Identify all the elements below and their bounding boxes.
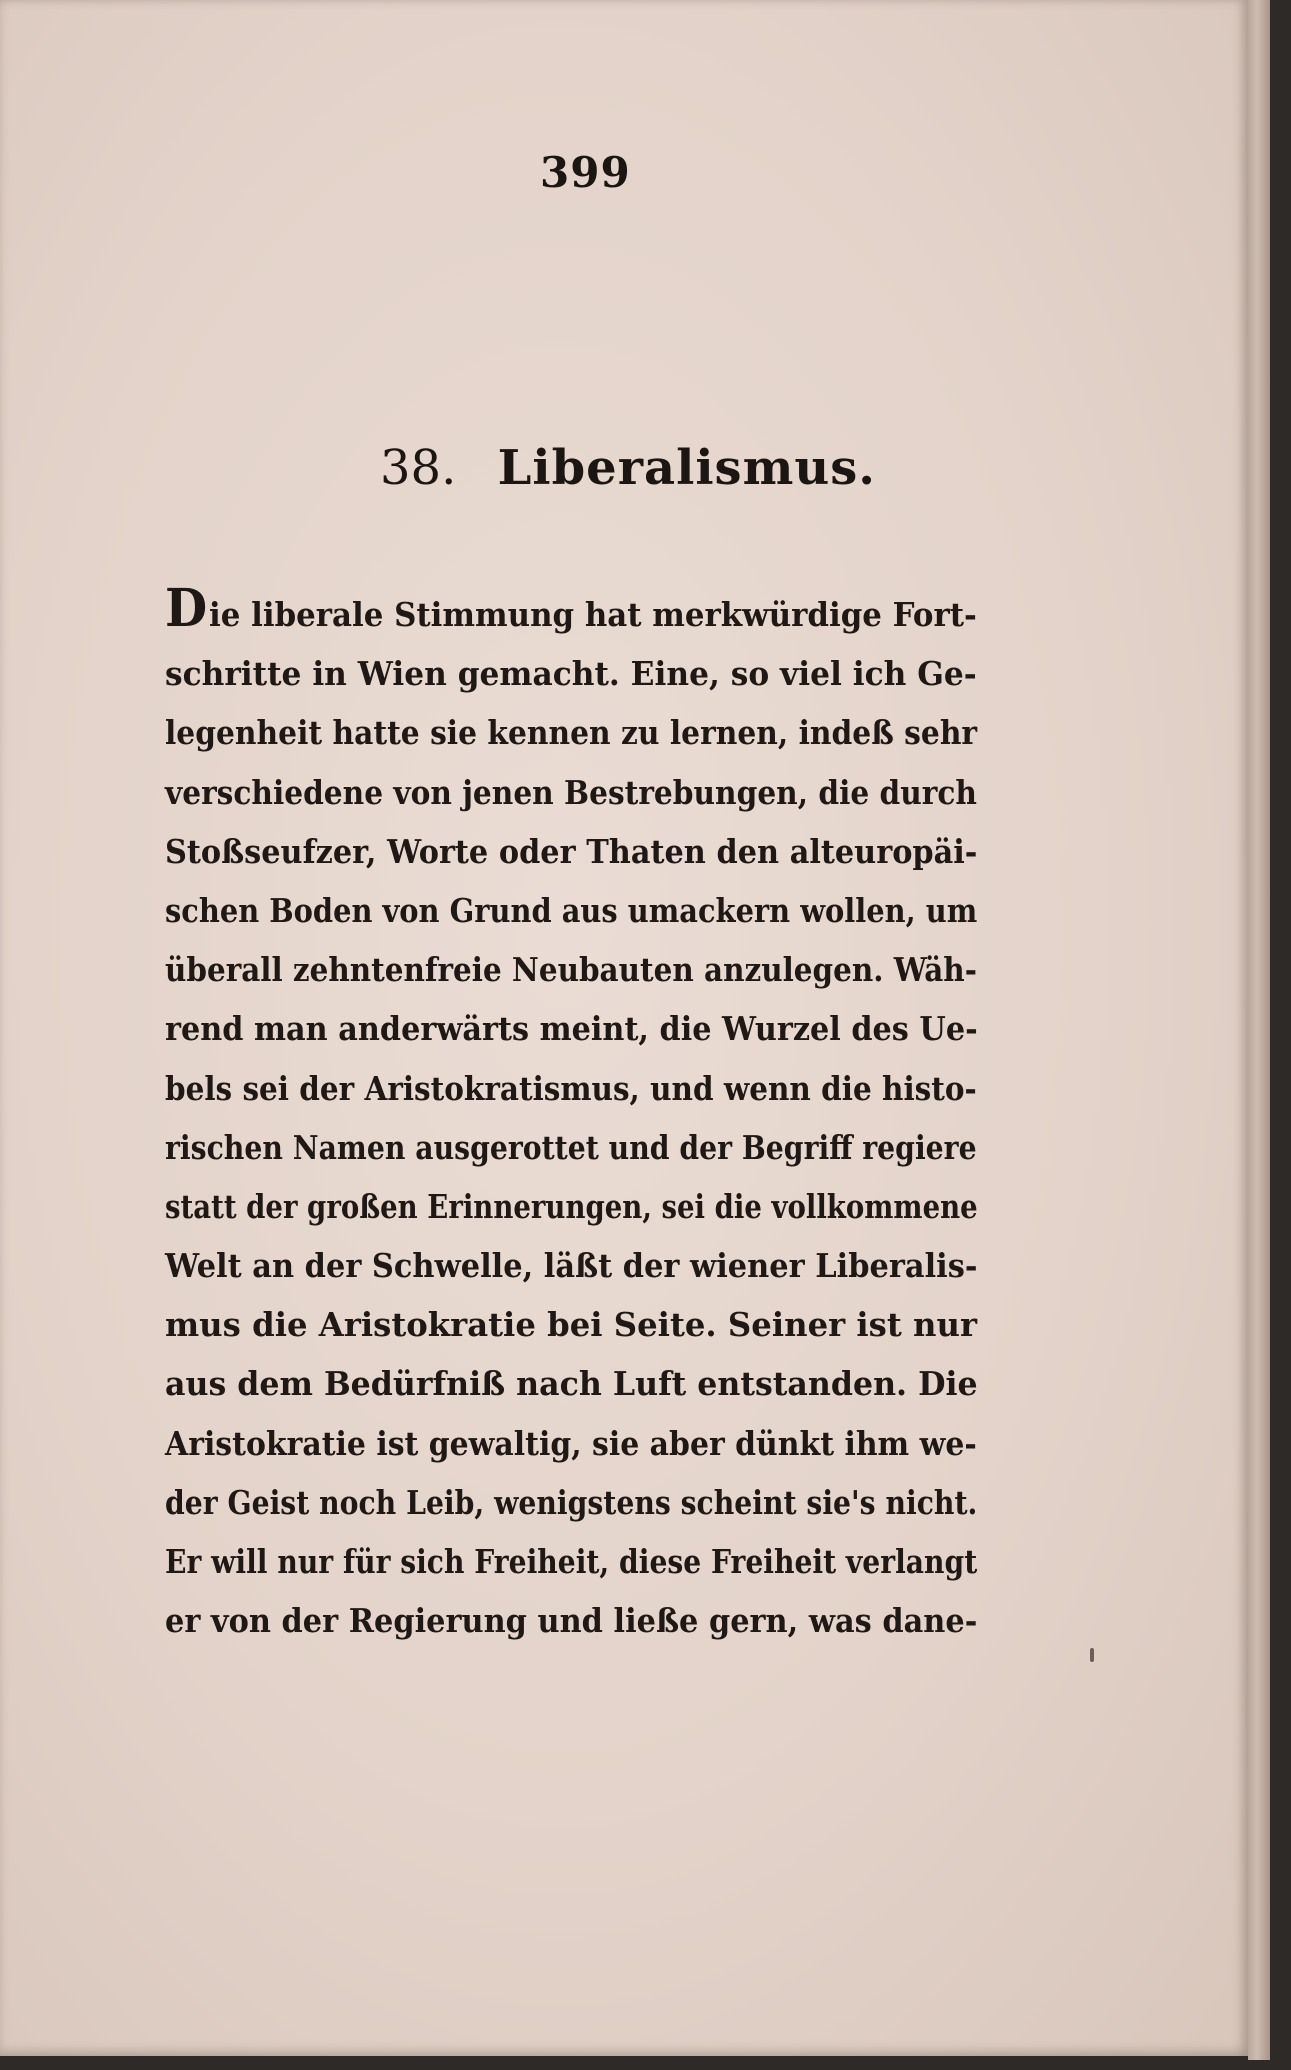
text-line: Er will nur für sich Freiheit, diese Freiheit verlangt (165, 1542, 978, 1581)
page-edge (1248, 0, 1270, 2060)
text-line: schritte in Wien gemacht. Eine, so viel ich Ge- (165, 654, 977, 694)
text-line: verschiedene von jenen Bestrebungen, die durch (165, 772, 977, 812)
chapter-title: Liberalismus. (497, 440, 876, 496)
text-line: Aristokratie ist gewaltig, sie aber dünkt ihm we- (165, 1423, 977, 1463)
text-line-content: ie liberale Stimmung hat merkwürdige Fort- (209, 595, 977, 634)
text-line: der Geist noch Leib, wenigstens scheint sie's nicht. (165, 1482, 978, 1522)
chapter-heading (380, 440, 876, 496)
text-line: rend man anderwärts meint, die Wurzel des Ue- (165, 1009, 978, 1049)
chapter-number: 38. (380, 440, 457, 496)
text-line: rischen Namen ausgerottet und der Begriff regiere (165, 1127, 977, 1167)
body-paragraph (165, 578, 978, 1650)
text-line: Stoßseufzer, Worte oder Thaten den alteuropäi- (165, 831, 978, 871)
text-line: schen Boden von Grund aus umackern wollen, um (165, 890, 978, 930)
text-line: mus die Aristokratie bei Seite. Seiner ist nur (165, 1305, 978, 1345)
text-line: Welt an der Schwelle, läßt der wiener Liberalis- (165, 1246, 978, 1286)
text-line: legenheit hatte sie kennen zu lernen, indeß sehr (165, 713, 978, 753)
text-line: statt der großen Erinnerungen, sei die vollkommene (165, 1186, 978, 1226)
text-line: überall zehntenfreie Neubauten anzulegen. Wäh- (165, 950, 977, 990)
text-line: bels sei der Aristokratismus, und wenn die histo- (165, 1068, 977, 1108)
page-number: 399 (540, 148, 631, 197)
text-line (165, 578, 977, 644)
ink-mark (1090, 1648, 1094, 1662)
text-line: er von der Regierung und ließe gern, was dane- (165, 1601, 978, 1641)
drop-letter: D (165, 578, 208, 639)
text-line: aus dem Bedürfniß nach Luft entstanden. Die (165, 1364, 978, 1404)
